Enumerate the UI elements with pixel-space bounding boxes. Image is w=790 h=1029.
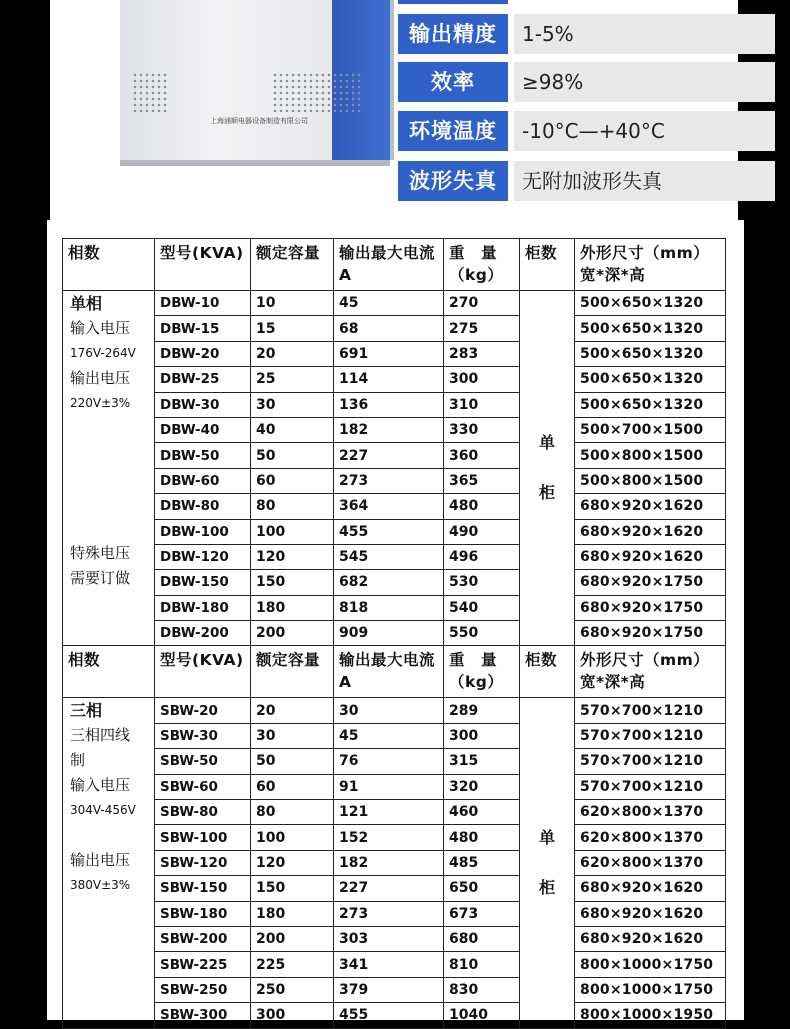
weight-cell: 270 — [444, 291, 520, 316]
weight-cell: 300 — [444, 723, 520, 748]
weight-cell: 460 — [444, 800, 520, 825]
weight-cell: 1040 — [444, 1003, 520, 1028]
spec-value: 1-5% — [514, 14, 775, 54]
model-cell: SBW-20 — [155, 698, 251, 723]
dimension-cell: 680×920×1620 — [575, 544, 726, 569]
dimension-cell: 680×920×1620 — [575, 494, 726, 519]
weight-cell: 320 — [444, 774, 520, 799]
capacity-cell: 300 — [251, 1003, 334, 1028]
capacity-cell: 40 — [251, 417, 334, 442]
spec-table — [62, 238, 726, 1029]
model-cell: SBW-60 — [155, 774, 251, 799]
weight-cell: 540 — [444, 595, 520, 620]
model-cell: DBW-120 — [155, 544, 251, 569]
capacity-cell: 60 — [251, 774, 334, 799]
table-row — [63, 316, 726, 341]
dimension-cell: 680×920×1620 — [575, 926, 726, 951]
cabinet-char: 柜 — [538, 483, 555, 503]
model-cell: DBW-80 — [155, 494, 251, 519]
capacity-cell: 25 — [251, 367, 334, 392]
dimension-cell: 570×700×1210 — [575, 749, 726, 774]
column-header: 输出最大电流A — [334, 646, 444, 698]
cabinet-count — [520, 698, 575, 1028]
column-header: 外形尺寸（mm）宽*深*高 — [575, 646, 726, 698]
weight-cell: 673 — [444, 901, 520, 926]
table-row — [63, 443, 726, 468]
capacity-cell: 150 — [251, 570, 334, 595]
column-header: 重 量（kg） — [444, 239, 520, 291]
spec-table-panel — [47, 220, 744, 1024]
table-row — [63, 749, 726, 774]
capacity-cell: 50 — [251, 749, 334, 774]
dimension-cell: 800×1000×1950 — [575, 1003, 726, 1028]
max-current-cell: 136 — [334, 392, 444, 417]
max-current-cell: 341 — [334, 952, 444, 977]
table-row — [63, 723, 726, 748]
table-row — [63, 392, 726, 417]
dimension-cell: 570×700×1210 — [575, 723, 726, 748]
column-header: 外形尺寸（mm）宽*深*高 — [575, 239, 726, 291]
dimension-cell: 570×700×1210 — [575, 698, 726, 723]
max-current-cell: 455 — [334, 519, 444, 544]
dimension-cell: 680×920×1750 — [575, 570, 726, 595]
weight-cell: 650 — [444, 876, 520, 901]
model-cell: DBW-30 — [155, 392, 251, 417]
table-row — [63, 952, 726, 977]
weight-cell: 315 — [444, 749, 520, 774]
max-current-cell: 152 — [334, 825, 444, 850]
max-current-cell: 273 — [334, 901, 444, 926]
capacity-cell: 15 — [251, 316, 334, 341]
capacity-cell: 30 — [251, 392, 334, 417]
max-current-cell: 121 — [334, 800, 444, 825]
column-header: 型号(KVA) — [155, 239, 251, 291]
model-cell: SBW-100 — [155, 825, 251, 850]
max-current-cell: 182 — [334, 850, 444, 875]
table-row — [63, 621, 726, 646]
model-cell: DBW-20 — [155, 341, 251, 366]
model-cell: DBW-60 — [155, 468, 251, 493]
max-current-cell: 303 — [334, 926, 444, 951]
max-current-cell: 227 — [334, 443, 444, 468]
phase-category — [63, 291, 155, 646]
model-cell: SBW-80 — [155, 800, 251, 825]
table-row — [63, 1003, 726, 1028]
cabinet-char: 柜 — [538, 878, 555, 897]
model-cell: SBW-150 — [155, 876, 251, 901]
capacity-cell: 120 — [251, 850, 334, 875]
table-row — [63, 595, 726, 620]
column-header: 柜数 — [520, 239, 575, 291]
category-line: 单相 — [70, 294, 103, 313]
model-cell: DBW-25 — [155, 367, 251, 392]
model-cell: SBW-300 — [155, 1003, 251, 1028]
category-line: 需要订做 — [70, 569, 131, 587]
capacity-cell: 250 — [251, 977, 334, 1002]
max-current-cell: 68 — [334, 316, 444, 341]
max-current-cell: 691 — [334, 341, 444, 366]
cabinet-char: 单 — [538, 828, 555, 847]
dimension-cell: 500×650×1320 — [575, 341, 726, 366]
category-line: 三相 — [70, 701, 103, 721]
capacity-cell: 200 — [251, 926, 334, 951]
model-cell: SBW-180 — [155, 901, 251, 926]
category-line — [70, 491, 154, 516]
max-current-cell: 30 — [334, 698, 444, 723]
column-header: 输出最大电流A — [334, 239, 444, 291]
category-line: 输出电压 — [70, 851, 131, 870]
table-header-row — [63, 646, 726, 698]
model-cell: DBW-15 — [155, 316, 251, 341]
capacity-cell: 50 — [251, 443, 334, 468]
model-cell: SBW-250 — [155, 977, 251, 1002]
phase-category — [63, 698, 155, 1028]
max-current-cell: 909 — [334, 621, 444, 646]
column-header: 柜数 — [520, 646, 575, 698]
spec-label: 波形失真 — [398, 161, 508, 201]
weight-cell: 530 — [444, 570, 520, 595]
max-current-cell: 45 — [334, 291, 444, 316]
model-cell: SBW-30 — [155, 723, 251, 748]
weight-cell: 810 — [444, 952, 520, 977]
weight-cell: 283 — [444, 341, 520, 366]
spec-label: 效率 — [398, 62, 508, 102]
spec-row — [398, 14, 775, 54]
category-line: 制 — [70, 751, 86, 770]
spec-value: 无附加波形失真 — [514, 161, 775, 201]
vent-grille — [132, 72, 168, 112]
capacity-cell: 10 — [251, 291, 334, 316]
category-line: 输入电压 — [70, 319, 131, 337]
dimension-cell: 500×650×1320 — [575, 367, 726, 392]
capacity-cell: 180 — [251, 901, 334, 926]
max-current-cell: 114 — [334, 367, 444, 392]
cabinet-base — [120, 160, 390, 166]
capacity-cell: 180 — [251, 595, 334, 620]
cabinet-count — [520, 291, 575, 646]
table-row — [63, 901, 726, 926]
category-line: 176V-264V — [70, 346, 136, 360]
spec-row — [398, 62, 775, 102]
table-row — [63, 698, 726, 723]
category-line: 三相四线 — [70, 726, 131, 745]
weight-cell: 485 — [444, 850, 520, 875]
category-line: 输入电压 — [70, 776, 131, 795]
capacity-cell: 100 — [251, 825, 334, 850]
model-cell: DBW-40 — [155, 417, 251, 442]
max-current-cell: 227 — [334, 876, 444, 901]
category-line — [70, 516, 154, 541]
spec-label: 输出精度 — [398, 14, 508, 54]
dimension-cell: 680×920×1620 — [575, 876, 726, 901]
table-row — [63, 291, 726, 316]
category-line: 380V±3% — [70, 878, 131, 893]
weight-cell: 300 — [444, 367, 520, 392]
capacity-cell: 225 — [251, 952, 334, 977]
column-header: 重 量（kg） — [444, 646, 520, 698]
spec-table-body — [63, 239, 726, 1029]
max-current-cell: 182 — [334, 417, 444, 442]
dimension-cell: 800×1000×1750 — [575, 952, 726, 977]
dimension-cell: 680×920×1620 — [575, 519, 726, 544]
dimension-cell: 500×700×1500 — [575, 417, 726, 442]
weight-cell: 275 — [444, 316, 520, 341]
capacity-cell: 200 — [251, 621, 334, 646]
dimension-cell: 620×800×1370 — [575, 825, 726, 850]
capacity-cell: 80 — [251, 494, 334, 519]
category-line: 特殊电压 — [70, 544, 131, 562]
table-row — [63, 876, 726, 901]
weight-cell: 330 — [444, 417, 520, 442]
category-line: 304V-456V — [70, 803, 136, 818]
dimension-cell: 680×920×1620 — [575, 901, 726, 926]
spec-value: -10°C—+40°C — [514, 111, 775, 151]
capacity-cell: 60 — [251, 468, 334, 493]
max-current-cell: 273 — [334, 468, 444, 493]
dimension-cell: 680×920×1750 — [575, 621, 726, 646]
dimension-cell: 620×800×1370 — [575, 800, 726, 825]
capacity-cell: 80 — [251, 800, 334, 825]
max-current-cell: 91 — [334, 774, 444, 799]
column-header: 相数 — [63, 646, 155, 698]
weight-cell: 550 — [444, 621, 520, 646]
model-cell: SBW-200 — [155, 926, 251, 951]
table-row — [63, 341, 726, 366]
dimension-cell: 680×920×1750 — [575, 595, 726, 620]
model-cell: DBW-180 — [155, 595, 251, 620]
category-line — [70, 466, 154, 491]
model-cell: SBW-120 — [155, 850, 251, 875]
vent-grille — [272, 72, 364, 112]
product-panel — [50, 0, 738, 220]
table-row — [63, 926, 726, 951]
weight-cell: 490 — [444, 519, 520, 544]
table-row — [63, 367, 726, 392]
table-row — [63, 850, 726, 875]
weight-cell: 480 — [444, 825, 520, 850]
dimension-cell: 570×700×1210 — [575, 774, 726, 799]
dimension-cell: 500×650×1320 — [575, 316, 726, 341]
weight-cell: 680 — [444, 926, 520, 951]
category-line: 220V±3% — [70, 396, 131, 410]
table-row — [63, 417, 726, 442]
model-cell: DBW-200 — [155, 621, 251, 646]
spec-row — [398, 161, 775, 201]
max-current-cell: 455 — [334, 1003, 444, 1028]
maker-label: 上海浦顺电器设备制造有限公司 — [210, 117, 308, 125]
dimension-cell: 500×800×1500 — [575, 443, 726, 468]
category-line — [70, 441, 154, 466]
spec-label: 环境温度 — [398, 111, 508, 151]
dimension-cell: 500×650×1320 — [575, 291, 726, 316]
capacity-cell: 30 — [251, 723, 334, 748]
table-row — [63, 977, 726, 1002]
model-cell: DBW-100 — [155, 519, 251, 544]
max-current-cell: 364 — [334, 494, 444, 519]
table-row — [63, 544, 726, 569]
column-header: 额定容量 — [251, 239, 334, 291]
weight-cell: 289 — [444, 698, 520, 723]
column-header: 额定容量 — [251, 646, 334, 698]
weight-cell: 360 — [444, 443, 520, 468]
dimension-cell: 500×800×1500 — [575, 468, 726, 493]
weight-cell: 496 — [444, 544, 520, 569]
model-cell: SBW-225 — [155, 952, 251, 977]
model-cell: DBW-150 — [155, 570, 251, 595]
table-row — [63, 570, 726, 595]
table-header-row — [63, 239, 726, 291]
cabinet-char: 单 — [538, 433, 555, 453]
category-line: 输出电压 — [70, 369, 131, 387]
table-row — [63, 825, 726, 850]
dimension-cell: 620×800×1370 — [575, 850, 726, 875]
category-line — [70, 416, 154, 441]
max-current-cell: 818 — [334, 595, 444, 620]
dimension-cell: 500×650×1320 — [575, 392, 726, 417]
table-row — [63, 519, 726, 544]
capacity-cell: 20 — [251, 341, 334, 366]
table-row — [63, 800, 726, 825]
dimension-cell: 800×1000×1750 — [575, 977, 726, 1002]
column-header: 相数 — [63, 239, 155, 291]
weight-cell: 310 — [444, 392, 520, 417]
capacity-cell: 150 — [251, 876, 334, 901]
model-cell: SBW-50 — [155, 749, 251, 774]
spec-value: ≥98% — [514, 62, 775, 102]
max-current-cell: 45 — [334, 723, 444, 748]
max-current-cell: 545 — [334, 544, 444, 569]
weight-cell: 830 — [444, 977, 520, 1002]
max-current-cell: 682 — [334, 570, 444, 595]
category-line — [70, 823, 154, 848]
table-row — [63, 468, 726, 493]
weight-cell: 365 — [444, 468, 520, 493]
model-cell: DBW-10 — [155, 291, 251, 316]
weight-cell: 480 — [444, 494, 520, 519]
capacity-cell: 20 — [251, 698, 334, 723]
table-row — [63, 774, 726, 799]
spec-label-edge — [398, 0, 508, 4]
model-cell: DBW-50 — [155, 443, 251, 468]
regulator-cabinet-image — [120, 0, 394, 160]
max-current-cell: 76 — [334, 749, 444, 774]
column-header: 型号(KVA) — [155, 646, 251, 698]
capacity-cell: 120 — [251, 544, 334, 569]
max-current-cell: 379 — [334, 977, 444, 1002]
spec-row — [398, 111, 775, 151]
capacity-cell: 100 — [251, 519, 334, 544]
table-row — [63, 494, 726, 519]
